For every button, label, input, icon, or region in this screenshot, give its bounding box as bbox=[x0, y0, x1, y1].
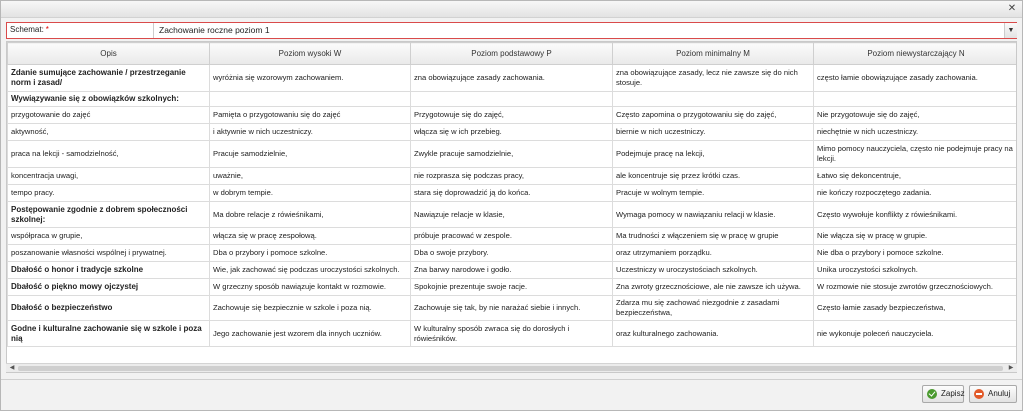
table-row[interactable] bbox=[8, 107, 1018, 124]
table-row[interactable] bbox=[8, 168, 1018, 185]
col-header-opis[interactable]: Opis bbox=[8, 43, 210, 65]
cancel-label: Anuluj bbox=[988, 389, 1011, 398]
table-row[interactable] bbox=[8, 262, 1018, 279]
level-cell[interactable]: Pracuje samodzielnie, bbox=[210, 141, 411, 168]
row-description-cell[interactable]: Godne i kulturalne zachowanie się w szkole i poza nią bbox=[8, 321, 210, 347]
row-description-cell[interactable]: Dbałość o bezpieczeństwo bbox=[8, 296, 210, 321]
level-cell[interactable]: W kulturalny sposób zwraca się do dorosłych i rówieśników. bbox=[411, 321, 613, 347]
schema-field bbox=[6, 22, 1017, 39]
level-cell[interactable]: ale koncentruje się przez krótki czas. bbox=[613, 168, 814, 185]
save-label: Zapisz bbox=[941, 389, 965, 398]
level-cell[interactable]: nie rozprasza się podczas pracy, bbox=[411, 168, 613, 185]
level-cell[interactable]: Zdarza mu się zachować niezgodnie z zasadami bezpieczeństwa, bbox=[613, 296, 814, 321]
level-cell[interactable]: stara się doprowadzić ją do końca. bbox=[411, 185, 613, 202]
table-row[interactable] bbox=[8, 321, 1018, 347]
table-row[interactable] bbox=[8, 296, 1018, 321]
row-description-cell[interactable]: aktywność, bbox=[8, 124, 210, 141]
level-cell[interactable]: Często łamie zasady bezpieczeństwa, bbox=[814, 296, 1018, 321]
level-cell[interactable]: zna obowiązujące zasady zachowania. bbox=[411, 65, 613, 92]
row-description-cell[interactable]: tempo pracy. bbox=[8, 185, 210, 202]
table-row[interactable] bbox=[8, 65, 1018, 92]
level-cell[interactable]: Mimo pomocy nauczyciela, często nie podejmuje pracy na lekcji. bbox=[814, 141, 1018, 168]
row-description-cell[interactable]: poszanowanie własności wspólnej i prywatnej. bbox=[8, 245, 210, 262]
table-row[interactable] bbox=[8, 185, 1018, 202]
level-cell[interactable]: W grzeczny sposób nawiązuje kontakt w rozmowie. bbox=[210, 279, 411, 296]
table-row[interactable] bbox=[8, 124, 1018, 141]
level-cell[interactable]: Łatwo się dekoncentruje, bbox=[814, 168, 1018, 185]
row-description-cell[interactable]: Dbałość o piękno mowy ojczystej bbox=[8, 279, 210, 296]
dialog-titlebar bbox=[1, 1, 1022, 18]
row-description-cell[interactable]: współpraca w grupie, bbox=[8, 228, 210, 245]
level-cell[interactable]: niechętnie w nich uczestniczy. bbox=[814, 124, 1018, 141]
level-cell[interactable]: i aktywnie w nich uczestniczy. bbox=[210, 124, 411, 141]
level-cell[interactable]: Nie przygotowuje się do zajęć, bbox=[814, 107, 1018, 124]
level-cell[interactable]: Unika uroczystości szkolnych. bbox=[814, 262, 1018, 279]
level-cell[interactable]: Zna barwy narodowe i godło. bbox=[411, 262, 613, 279]
table-row[interactable] bbox=[8, 228, 1018, 245]
level-cell[interactable]: Przygotowuje się do zajęć, bbox=[411, 107, 613, 124]
level-cell[interactable]: często łamie obowiązujące zasady zachowania. bbox=[814, 65, 1018, 92]
cancel-button[interactable] bbox=[969, 385, 1017, 403]
level-cell[interactable]: Pamięta o przygotowaniu się do zajęć bbox=[210, 107, 411, 124]
chevron-down-icon[interactable]: ▼ bbox=[1004, 23, 1017, 38]
required-mark: * bbox=[45, 25, 49, 34]
level-cell[interactable]: włącza się w ich przebieg. bbox=[411, 124, 613, 141]
level-cell[interactable]: Nie włącza się w pracę w grupie. bbox=[814, 228, 1018, 245]
level-cell[interactable]: oraz kulturalnego zachowania. bbox=[613, 321, 814, 347]
level-cell[interactable]: próbuje pracować w zespole. bbox=[411, 228, 613, 245]
level-cell[interactable]: Często zapomina o przygotowaniu się do zajęć, bbox=[613, 107, 814, 124]
level-cell[interactable]: Podejmuje pracę na lekcji, bbox=[613, 141, 814, 168]
level-cell[interactable]: Zachowuje się bezpiecznie w szkole i poza nią. bbox=[210, 296, 411, 321]
level-cell[interactable]: Pracuje w wolnym tempie. bbox=[613, 185, 814, 202]
col-header-w[interactable]: Poziom wysoki W bbox=[210, 43, 411, 65]
save-button[interactable] bbox=[922, 385, 964, 403]
level-cell[interactable]: Wie, jak zachować się podczas uroczystości szkolnych. bbox=[210, 262, 411, 279]
criteria-grid bbox=[6, 41, 1017, 373]
row-description-cell[interactable]: koncentracja uwagi, bbox=[8, 168, 210, 185]
cancel-icon bbox=[974, 389, 984, 399]
level-cell[interactable]: Dba o swoje przybory. bbox=[411, 245, 613, 262]
level-cell[interactable]: nie wykonuje poleceń nauczyciela. bbox=[814, 321, 1018, 347]
level-cell[interactable]: Zwykle pracuje samodzielnie, bbox=[411, 141, 613, 168]
footer-divider bbox=[1, 379, 1022, 380]
schema-select[interactable] bbox=[153, 23, 1017, 38]
schema-label: Schemat: * bbox=[10, 25, 49, 34]
scroll-left-icon[interactable]: ◀ bbox=[9, 365, 15, 371]
level-cell[interactable]: Nawiązuje relacje w klasie, bbox=[411, 202, 613, 228]
level-cell[interactable]: Zachowuje się tak, by nie narażać siebie i innych. bbox=[411, 296, 613, 321]
level-cell[interactable]: Spokojnie prezentuje swoje racje. bbox=[411, 279, 613, 296]
col-header-p[interactable]: Poziom podstawowy P bbox=[411, 43, 613, 65]
level-cell[interactable] bbox=[411, 92, 613, 107]
schema-selected-value: Zachowanie roczne poziom 1 bbox=[159, 25, 270, 35]
level-cell[interactable]: Jego zachowanie jest wzorem dla innych uczniów. bbox=[210, 321, 411, 347]
level-cell[interactable] bbox=[814, 92, 1018, 107]
level-cell[interactable]: nie kończy rozpoczętego zadania. bbox=[814, 185, 1018, 202]
level-cell[interactable]: Nie dba o przybory i pomoce szkolne. bbox=[814, 245, 1018, 262]
level-cell[interactable]: zna obowiązujące zasady, lecz nie zawsze się do nich stosuje. bbox=[613, 65, 814, 92]
row-description-cell[interactable]: Zdanie sumujące zachowanie / przestrzeganie norm i zasad/ bbox=[8, 65, 210, 92]
level-cell[interactable]: Dba o przybory i pomoce szkolne. bbox=[210, 245, 411, 262]
level-cell[interactable]: Uczestniczy w uroczystościach szkolnych. bbox=[613, 262, 814, 279]
table-row[interactable] bbox=[8, 245, 1018, 262]
level-cell[interactable]: w dobrym tempie. bbox=[210, 185, 411, 202]
row-description-cell[interactable]: Wywiązywanie się z obowiązków szkolnych: bbox=[8, 92, 210, 107]
level-cell[interactable]: biernie w nich uczestniczy. bbox=[613, 124, 814, 141]
level-cell[interactable]: Wymaga pomocy w nawiązaniu relacji w klasie. bbox=[613, 202, 814, 228]
level-cell[interactable]: wyróżnia się wzorowym zachowaniem. bbox=[210, 65, 411, 92]
level-cell[interactable]: uważnie, bbox=[210, 168, 411, 185]
close-icon[interactable]: ✕ bbox=[1007, 3, 1017, 14]
scroll-right-icon[interactable]: ▶ bbox=[1008, 365, 1014, 371]
checkmark-icon bbox=[927, 389, 937, 399]
col-header-m[interactable]: Poziom minimalny M bbox=[613, 43, 814, 65]
row-description-cell[interactable]: Dbałość o honor i tradycje szkolne bbox=[8, 262, 210, 279]
level-cell[interactable] bbox=[613, 92, 814, 107]
row-description-cell[interactable]: praca na lekcji - samodzielność, bbox=[8, 141, 210, 168]
horizontal-scrollbar[interactable] bbox=[6, 363, 1017, 372]
col-header-n[interactable]: Poziom niewystarczający N bbox=[814, 43, 1018, 65]
level-cell[interactable]: Ma trudności z włączeniem się w pracę w grupie bbox=[613, 228, 814, 245]
table-row[interactable] bbox=[8, 141, 1018, 168]
header-row bbox=[8, 43, 1018, 65]
level-cell[interactable]: włącza się w pracę zespołową. bbox=[210, 228, 411, 245]
level-cell[interactable]: Zna zwroty grzecznościowe, ale nie zawsze ich używa. bbox=[613, 279, 814, 296]
scrollbar-thumb[interactable] bbox=[18, 366, 1003, 371]
row-description-cell[interactable]: przygotowanie do zajęć bbox=[8, 107, 210, 124]
table-row[interactable] bbox=[8, 202, 1018, 228]
level-cell[interactable]: oraz utrzymaniem porządku. bbox=[613, 245, 814, 262]
table-row[interactable] bbox=[8, 92, 1018, 107]
row-description-cell[interactable]: Postępowanie zgodnie z dobrem społeczności szkolnej: bbox=[8, 202, 210, 228]
table-row[interactable] bbox=[8, 279, 1018, 296]
level-cell[interactable]: Ma dobre relacje z rówieśnikami, bbox=[210, 202, 411, 228]
level-cell[interactable]: Często wywołuje konflikty z rówieśnikami. bbox=[814, 202, 1018, 228]
level-cell[interactable]: W rozmowie nie stosuje zwrotów grzecznościowych. bbox=[814, 279, 1018, 296]
level-cell[interactable] bbox=[210, 92, 411, 107]
